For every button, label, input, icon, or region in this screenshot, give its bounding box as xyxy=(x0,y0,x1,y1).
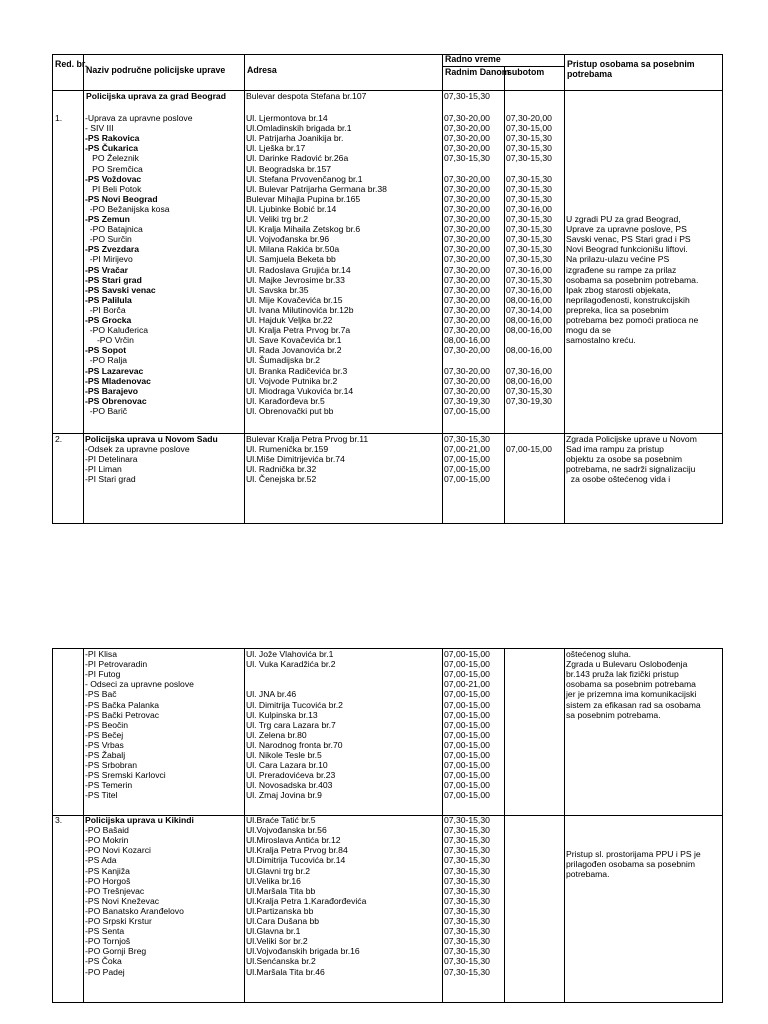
unit-name: - SIV III xyxy=(85,123,114,134)
belgrade-title: Policijska uprava za grad Beograd xyxy=(86,91,226,101)
unit-name: -PS Novi Beograd xyxy=(85,193,158,204)
weekday-hours: 07,30-15,30 xyxy=(444,885,490,896)
saturday-hours: 07,30-15,30 xyxy=(506,193,552,204)
unit-name: -PI Klisa xyxy=(85,649,117,659)
unit-address: Ul. Zmaj Jovina br.9 xyxy=(246,790,322,801)
unit-name: -PO Batajnica xyxy=(85,224,143,235)
weekday-hours: 07,00-15,00 xyxy=(444,709,490,720)
unit-address: Ul.Kralja Petra 1.Karađorđevića xyxy=(246,895,367,906)
access-text-line: potrebama. xyxy=(566,869,610,880)
weekday-hours: 07,30-20,00 xyxy=(444,173,490,184)
access-text-line: potrebama, ne sadrži signalizaciju xyxy=(566,464,696,475)
novi-sad-number: 2. xyxy=(55,434,63,444)
unit-address: Ul. Veliki trg br.2 xyxy=(246,214,309,224)
unit-address: Ul. Kulpinska br.13 xyxy=(246,709,318,720)
unit-name: -PO Tornjoš xyxy=(85,936,131,947)
access-text-line: jer je prizemna ima komunikacijski xyxy=(566,689,697,700)
unit-name: -PS Obrenovac xyxy=(85,395,147,406)
weekday-hours: 07,30-20,00 xyxy=(444,385,490,396)
unit-name: -PS Srbobran xyxy=(85,760,138,771)
saturday-hours: 07,30-15,30 xyxy=(506,244,552,255)
weekday-hours: 07,30-20,00 xyxy=(444,315,490,325)
saturday-hours: 07,30-15,30 xyxy=(506,214,552,224)
saturday-hours: 07,30-16,00 xyxy=(506,203,552,214)
unit-name: -PS Bečej xyxy=(85,729,124,740)
col-divider xyxy=(83,55,84,523)
unit-address: Ul. Šumadijska br.2 xyxy=(246,355,321,366)
unit-address: Ul. Rada Jovanovića br.2 xyxy=(246,345,342,356)
weekday-hours: 07,00-15,00 xyxy=(444,464,490,475)
access-text-line: oštećenog sluha. xyxy=(566,649,631,659)
weekday-hours: 07,30-20,00 xyxy=(444,345,490,356)
saturday-hours: 07,30-15,30 xyxy=(506,143,552,154)
unit-name: PI Beli Potok xyxy=(85,183,142,194)
unit-name: -PS Lazarevac xyxy=(85,365,144,376)
weekday-hours: 07,00-15,00 xyxy=(444,659,490,670)
saturday-hours: 07,30-15,30 xyxy=(506,385,552,396)
access-text-line: Savski venac, PS Stari grad i PS xyxy=(566,234,691,245)
header-naziv: Naziv područne policijske uprave xyxy=(86,65,226,75)
unit-name: -PS Rakovica xyxy=(85,133,140,144)
access-text-line: sa posebnim potrebama. xyxy=(566,709,661,720)
weekday-hours: 07,30-20,00 xyxy=(444,325,490,336)
saturday-hours: 07,30-15,30 xyxy=(506,173,552,184)
unit-name: -PS Sopot xyxy=(85,345,127,356)
unit-address: Ul. Ljubinke Bobić br.14 xyxy=(246,203,337,214)
unit-name: -PO Padej xyxy=(85,966,125,977)
weekday-hours: 07,30-15,30 xyxy=(444,946,490,957)
saturday-hours: 07,30-16,00 xyxy=(506,264,552,275)
unit-address: Ul. Hajduk Veljka br.22 xyxy=(246,315,333,325)
unit-name: -PS Sremski Karlovci xyxy=(85,770,166,781)
unit-address: Ul.Kralja Petra Prvog br.84 xyxy=(246,845,348,856)
access-text-line: za osobe oštećenog vida i xyxy=(566,474,671,485)
header-adresa: Adresa xyxy=(247,65,277,75)
unit-name: -PS Voždovac xyxy=(85,173,142,184)
unit-address: Ul. Patrijarha Joanikija br. xyxy=(246,133,344,144)
kikinda-number: 3. xyxy=(55,815,63,825)
weekday-hours: 07,30-15,30 xyxy=(444,865,490,876)
unit-name: -PS Čukarica xyxy=(85,143,139,154)
unit-address: Bulevar Mihajla Pupina br.165 xyxy=(246,193,361,204)
weekday-hours: 07,00-15,00 xyxy=(444,770,490,781)
unit-address: Ul. Radoslava Grujića br.14 xyxy=(246,264,351,275)
unit-address: Ul. Mije Kovačevića br.15 xyxy=(246,294,343,305)
unit-name: -PS Kanjiža xyxy=(85,865,130,876)
unit-address: Ul.Glavni trg br.2 xyxy=(246,865,310,876)
belgrade-title-hours: 07,30-15,30 xyxy=(444,91,490,101)
access-text-line: sistem za efikasan rad sa osobama xyxy=(566,699,701,710)
weekday-hours: 07,30-20,00 xyxy=(444,143,490,154)
unit-name: -PS Mladenovac xyxy=(85,375,151,386)
unit-address: Ul. Save Kovačevića br.1 xyxy=(246,335,342,346)
col-divider xyxy=(564,649,565,1002)
unit-address: Ul. Kralja Petra Prvog br.7a xyxy=(246,325,351,336)
unit-address: Ul. Rumenička br.159 xyxy=(246,444,329,455)
belgrade-number: 1. xyxy=(55,113,63,123)
weekday-hours: 07,30-15,30 xyxy=(444,936,490,947)
unit-name: PO Sremčica xyxy=(85,163,143,174)
weekday-hours: 07,30-15,30 xyxy=(444,875,490,886)
unit-name: -PS Bački Petrovac xyxy=(85,709,160,720)
weekday-hours: 07,30-20,00 xyxy=(444,365,490,376)
weekday-hours: 07,00-15,00 xyxy=(444,474,490,485)
unit-address: Ul. Dimitrija Tucovića br.2 xyxy=(246,699,343,710)
saturday-hours: 08,00-16,00 xyxy=(506,325,552,336)
unit-address: Ul. Vojvode Putnika br.2 xyxy=(246,375,338,386)
saturday-hours: 08,00-16,00 xyxy=(506,315,552,325)
unit-address: Ul. Trg cara Lazara br.7 xyxy=(246,719,336,730)
access-text-line: Zgrada Policijske uprave u Novom xyxy=(566,434,697,444)
unit-address: Ul.Maršala Tita br.46 xyxy=(246,966,325,977)
unit-address: Ul. Branka Radičevića br.3 xyxy=(246,365,348,376)
unit-address: Ul. Ljermontova br.14 xyxy=(246,113,328,123)
unit-address: Ul. Vuka Karadžića br.2 xyxy=(246,659,336,670)
unit-name: -PO Bašaid xyxy=(85,825,129,836)
unit-name: -PS Bačka Palanka xyxy=(85,699,160,710)
col-divider xyxy=(442,649,443,1002)
col-divider xyxy=(442,55,443,523)
access-text-line: U zgradi PU za grad Beograd, xyxy=(566,214,681,224)
access-text-line: prepreka, lica sa posebnim xyxy=(566,304,669,315)
weekday-hours: 07,30-20,00 xyxy=(444,304,490,315)
unit-address: Ul.Velika br.16 xyxy=(246,875,301,886)
weekday-hours: 07,00-15,00 xyxy=(444,760,490,771)
weekday-hours: 07,30-15,30 xyxy=(444,153,490,164)
weekday-hours: 07,30-20,00 xyxy=(444,274,490,285)
unit-name: -PS Bač xyxy=(85,689,117,700)
unit-address: Ul.Cara Dušana bb xyxy=(246,916,320,926)
unit-name: -PO Mokrin xyxy=(85,835,129,846)
unit-name: -PS Vračar xyxy=(85,264,128,275)
unit-name: -PS Stari grad xyxy=(85,274,142,285)
weekday-hours: 07,30-20,00 xyxy=(444,224,490,235)
unit-name: -PS Vrbas xyxy=(85,739,124,750)
saturday-hours: 07,30-15,30 xyxy=(506,153,552,164)
unit-name: -PS Palilula xyxy=(85,294,132,305)
header-red-br: Red. br. xyxy=(55,59,88,69)
unit-address: Ul. Ivana Milutinovića br.12b xyxy=(246,304,354,315)
weekday-hours: 07,30-15,30 xyxy=(444,905,490,916)
weekday-hours: 07,30-15,30 xyxy=(444,855,490,866)
saturday-hours: 07,30-15,30 xyxy=(506,234,552,245)
unit-name: -PO Surčin xyxy=(85,234,132,245)
weekday-hours: 07,30-20,00 xyxy=(444,375,490,386)
unit-name: -PO Horgoš xyxy=(85,875,131,886)
weekday-hours: 07,30-15,30 xyxy=(444,815,490,825)
unit-address: Ul. Stefana Prvovenčanog br.1 xyxy=(246,173,363,184)
unit-address: Ul.Miroslava Antića br.12 xyxy=(246,835,341,846)
unit-name: -PS Ada xyxy=(85,855,117,866)
col-divider xyxy=(244,649,245,1002)
unit-address: Ul. Milana Rakića br.50a xyxy=(246,244,340,255)
unit-name: PO Železnik xyxy=(85,153,139,164)
unit-name: -Uprava za upravne poslove xyxy=(85,113,193,123)
unit-name: -PO Trešnjevac xyxy=(85,885,145,896)
saturday-hours: 07,30-14,00 xyxy=(506,304,552,315)
access-text-line: osobama sa posebnim potrebama. xyxy=(566,274,699,285)
weekday-hours: 07,30-15,30 xyxy=(444,926,490,937)
weekday-hours: 07,00-15,00 xyxy=(444,739,490,750)
unit-name: Policijska uprava u Novom Sadu xyxy=(85,434,218,444)
unit-address: Bulevar Kralja Petra Prvog br.11 xyxy=(246,434,369,444)
unit-address: Ul. Radnička br.32 xyxy=(246,464,317,475)
unit-address: Ul.Omladinskih brigada br.1 xyxy=(246,123,352,134)
weekday-hours: 07,30-15,30 xyxy=(444,825,490,836)
unit-name: -PO Barič xyxy=(85,405,128,416)
unit-name: -PS Savski venac xyxy=(85,284,156,295)
weekday-hours: 07,30-15,30 xyxy=(444,916,490,926)
unit-address: Ul.Veliki šor br.2 xyxy=(246,936,308,947)
weekday-hours: 07,00-15,00 xyxy=(444,719,490,730)
col-divider xyxy=(564,55,565,523)
saturday-hours: 08,00-16,00 xyxy=(506,375,552,386)
unit-name: -PS Temerin xyxy=(85,780,133,791)
unit-name: -PS Senta xyxy=(85,926,125,937)
header-radno-vreme: Radno vreme xyxy=(445,54,501,64)
access-text-line: osobama sa posebnim potrebama xyxy=(566,679,696,690)
weekday-hours: 07,00-15,00 xyxy=(444,750,490,760)
weekday-hours: 07,30-20,00 xyxy=(444,113,490,123)
saturday-hours: 07,30-15,30 xyxy=(506,133,552,144)
unit-name: Policijska uprava u Kikindi xyxy=(85,815,194,825)
unit-name: -PI Petrovaradin xyxy=(85,659,148,670)
unit-name: -PS Titel xyxy=(85,790,118,801)
unit-address: Ul.Vojvođanskih brigada br.16 xyxy=(246,946,360,957)
weekday-hours: 07,30-20,00 xyxy=(444,183,490,194)
weekday-hours: 07,30-15,30 xyxy=(444,966,490,977)
weekday-hours: 07,30-19,30 xyxy=(444,395,490,406)
unit-name: -PO Bežanijska kosa xyxy=(85,203,170,214)
col-divider xyxy=(504,66,505,523)
weekday-hours: 07,30-15,30 xyxy=(444,845,490,856)
unit-name: -PS Beočin xyxy=(85,719,128,730)
unit-address: Ul. Zelena br.80 xyxy=(246,729,307,740)
unit-address: Ul. Karađorđeva br.5 xyxy=(246,395,325,406)
unit-name: -PO Gornji Breg xyxy=(85,946,147,957)
unit-name: -PS Grocka xyxy=(85,315,132,325)
unit-name: -PI Mirijevo xyxy=(85,254,133,265)
saturday-hours: 07,30-15,00 xyxy=(506,123,552,134)
weekday-hours: 07,30-20,00 xyxy=(444,284,490,295)
unit-address: Ul. Narodnog fronta br.70 xyxy=(246,739,343,750)
weekday-hours: 07,00-15,00 xyxy=(444,699,490,710)
weekday-hours: 07,30-20,00 xyxy=(444,193,490,204)
saturday-hours: 08,00-16,00 xyxy=(506,294,552,305)
weekday-hours: 07,30-15,30 xyxy=(444,956,490,967)
access-text-line: potrebama bez pomoći pratioca ne xyxy=(566,315,699,325)
unit-address: Ul. Darinke Radović br.26a xyxy=(246,153,349,164)
weekday-hours: 08,00-16,00 xyxy=(444,335,490,346)
access-text-line: Pristup sl. prostorijama PPU i PS je xyxy=(566,849,701,859)
saturday-hours: 07,30-16,00 xyxy=(506,365,552,376)
weekday-hours: 07,30-20,00 xyxy=(444,294,490,305)
weekday-hours: 07,30-15,30 xyxy=(444,895,490,906)
unit-name: -Odsek za upravne poslove xyxy=(85,444,190,455)
weekday-hours: 07,00-15,00 xyxy=(444,689,490,700)
weekday-hours: 07,00-15,00 xyxy=(444,729,490,740)
unit-address: Ul. Cara Lazara br.10 xyxy=(246,760,328,771)
unit-address: Ul. Jože Vlahovića br.1 xyxy=(246,649,334,659)
unit-name: -PO Vrčin xyxy=(85,335,134,346)
saturday-hours: 07,30-15,30 xyxy=(506,224,552,235)
unit-address: Ul.Miše Dimitrijevića br.74 xyxy=(246,454,345,465)
unit-address: Ul. Nikole Tesle br.5 xyxy=(246,750,322,760)
unit-name: -PI Liman xyxy=(85,464,122,475)
weekday-hours: 07,30-20,00 xyxy=(444,123,490,134)
unit-address: Ul. Bulevar Patrijarha Germana br.38 xyxy=(246,183,387,194)
unit-name: -PS Žabalj xyxy=(85,750,126,760)
unit-address: Ul.Braće Tatić br.5 xyxy=(246,815,316,825)
unit-address: Ul.Glavna br.1 xyxy=(246,926,301,937)
weekday-hours: 07,30-20,00 xyxy=(444,254,490,265)
unit-name: -PS Čoka xyxy=(85,956,122,967)
saturday-hours: 07,30-19,30 xyxy=(506,395,552,406)
unit-name: -PO Srpski Krstur xyxy=(85,916,152,926)
access-text-line: neprilagođenosti, konstrukcijskih xyxy=(566,294,690,305)
header-pristup: Pristup osobama sa posebnim potrebama xyxy=(567,59,695,79)
belgrade-title-address: Bulevar despota Stefana br.107 xyxy=(246,91,367,101)
unit-address: Ul. Samjuela Beketa bb xyxy=(246,254,336,265)
unit-name: -PS Novi Kneževac xyxy=(85,895,160,906)
saturday-hours: 07,30-15,30 xyxy=(506,274,552,285)
access-text-line: samostalno kreću. xyxy=(566,335,636,346)
col-divider xyxy=(504,649,505,1002)
unit-address: Ul. Beogradska br.157 xyxy=(246,163,332,174)
col-divider xyxy=(83,649,84,1002)
unit-name: -PS Zvezdara xyxy=(85,244,139,255)
weekday-hours: 07,30-20,00 xyxy=(444,264,490,275)
weekday-hours: 07,30-20,00 xyxy=(444,133,490,144)
weekday-hours: 07,30-15,30 xyxy=(444,835,490,846)
unit-address: Ul. Majke Jevrosime br.33 xyxy=(246,274,345,285)
saturday-hours: 07,00-15,00 xyxy=(506,444,552,455)
saturday-hours: 08,00-16,00 xyxy=(506,345,552,356)
access-text-line: objektu za osobe sa posebnim xyxy=(566,454,683,465)
unit-name: -PO Novi Kozarci xyxy=(85,845,151,856)
weekday-hours: 07,00-21,00 xyxy=(444,679,490,690)
weekday-hours: 07,00-15,00 xyxy=(444,454,490,465)
access-text-line: Uprave za upravne poslove, PS xyxy=(566,224,687,235)
unit-address: Ul. JNA br.46 xyxy=(246,689,297,700)
weekday-hours: 07,00-15,00 xyxy=(444,780,490,791)
access-text-line: Ipak zbog starosti objekata, xyxy=(566,284,671,295)
weekday-hours: 07,30-20,00 xyxy=(444,234,490,245)
weekday-hours: 07,30-20,00 xyxy=(444,214,490,224)
unit-address: Ul. Preradovićeva br.23 xyxy=(246,770,336,781)
header-radnim-danom: Radnim Danom xyxy=(445,67,510,77)
unit-address: Ul.Partizanska bb xyxy=(246,905,314,916)
unit-address: Ul. Miodraga Vukovića br.14 xyxy=(246,385,354,396)
header-subotom: subotom xyxy=(507,67,545,77)
weekday-hours: 07,00-21,00 xyxy=(444,444,490,455)
police-table-part-2 xyxy=(52,648,723,1003)
access-text-line: br.143 pruža lak fizički pristup xyxy=(566,669,679,680)
unit-address: Ul. Kralja Mihaila Zetskog br.6 xyxy=(246,224,361,235)
unit-name: -PS Zemun xyxy=(85,214,130,224)
access-text-line: Na prilazu-ulazu većine PS xyxy=(566,254,670,265)
unit-address: Ul.Senćanska br.2 xyxy=(246,956,316,967)
access-text-line: mogu da se xyxy=(566,325,611,336)
weekday-hours: 07,00-15,00 xyxy=(444,405,490,416)
unit-address: Ul. Savska br.35 xyxy=(246,284,309,295)
unit-address: Ul.Vojvođanska br.56 xyxy=(246,825,327,836)
weekday-hours: 07,30-20,00 xyxy=(444,203,490,214)
saturday-hours: 07,30-16,00 xyxy=(506,284,552,295)
unit-name: -PI Borča xyxy=(85,304,126,315)
weekday-hours: 07,00-15,00 xyxy=(444,790,490,801)
access-text-line: izgrađene su rampe za prilaz xyxy=(566,264,677,275)
unit-address: Ul.Dimitrija Tucovića br.14 xyxy=(246,855,346,866)
weekday-hours: 07,30-15,30 xyxy=(444,434,490,444)
saturday-hours: 07,30-15,30 xyxy=(506,254,552,265)
unit-address: Ul. Lješka br.17 xyxy=(246,143,306,154)
unit-address: Ul. Vojvođanska br.96 xyxy=(246,234,330,245)
saturday-hours: 07,30-20,00 xyxy=(506,113,552,123)
access-text-line: Sad ima rampu za pristup xyxy=(566,444,664,455)
weekday-hours: 07,00-15,00 xyxy=(444,669,490,680)
weekday-hours: 07,00-15,00 xyxy=(444,649,490,659)
unit-name: -PI Futog xyxy=(85,669,121,680)
unit-name: -PO Kaluđerica xyxy=(85,325,149,336)
access-text-line: Zgrada u Bulevaru Oslobođenja xyxy=(566,659,688,670)
unit-address: Ul. Obrenovački put bb xyxy=(246,405,334,416)
access-text-line: Novi Beograd funkcionišu liftovi. xyxy=(566,244,688,255)
police-table-part-1 xyxy=(52,54,723,524)
unit-name: -PO Banatsko Aranđelovo xyxy=(85,905,184,916)
saturday-hours: 07,30-15,30 xyxy=(506,183,552,194)
unit-name: -PS Barajevo xyxy=(85,385,139,396)
col-divider xyxy=(244,55,245,523)
unit-address: Ul.Maršala Tita bb xyxy=(246,885,316,896)
unit-name: -PI Stari grad xyxy=(85,474,136,485)
unit-name: -PI Detelinara xyxy=(85,454,138,465)
access-text-line: prilagođen osobama sa posebnim xyxy=(566,859,695,870)
unit-address: Ul. Čenejska br.52 xyxy=(246,474,317,485)
weekday-hours: 07,30-20,00 xyxy=(444,244,490,255)
unit-name: -PO Ralja xyxy=(85,355,128,366)
unit-name: - Odseci za upravne poslove xyxy=(85,679,194,690)
unit-address: Ul. Novosadska br.403 xyxy=(246,780,333,791)
